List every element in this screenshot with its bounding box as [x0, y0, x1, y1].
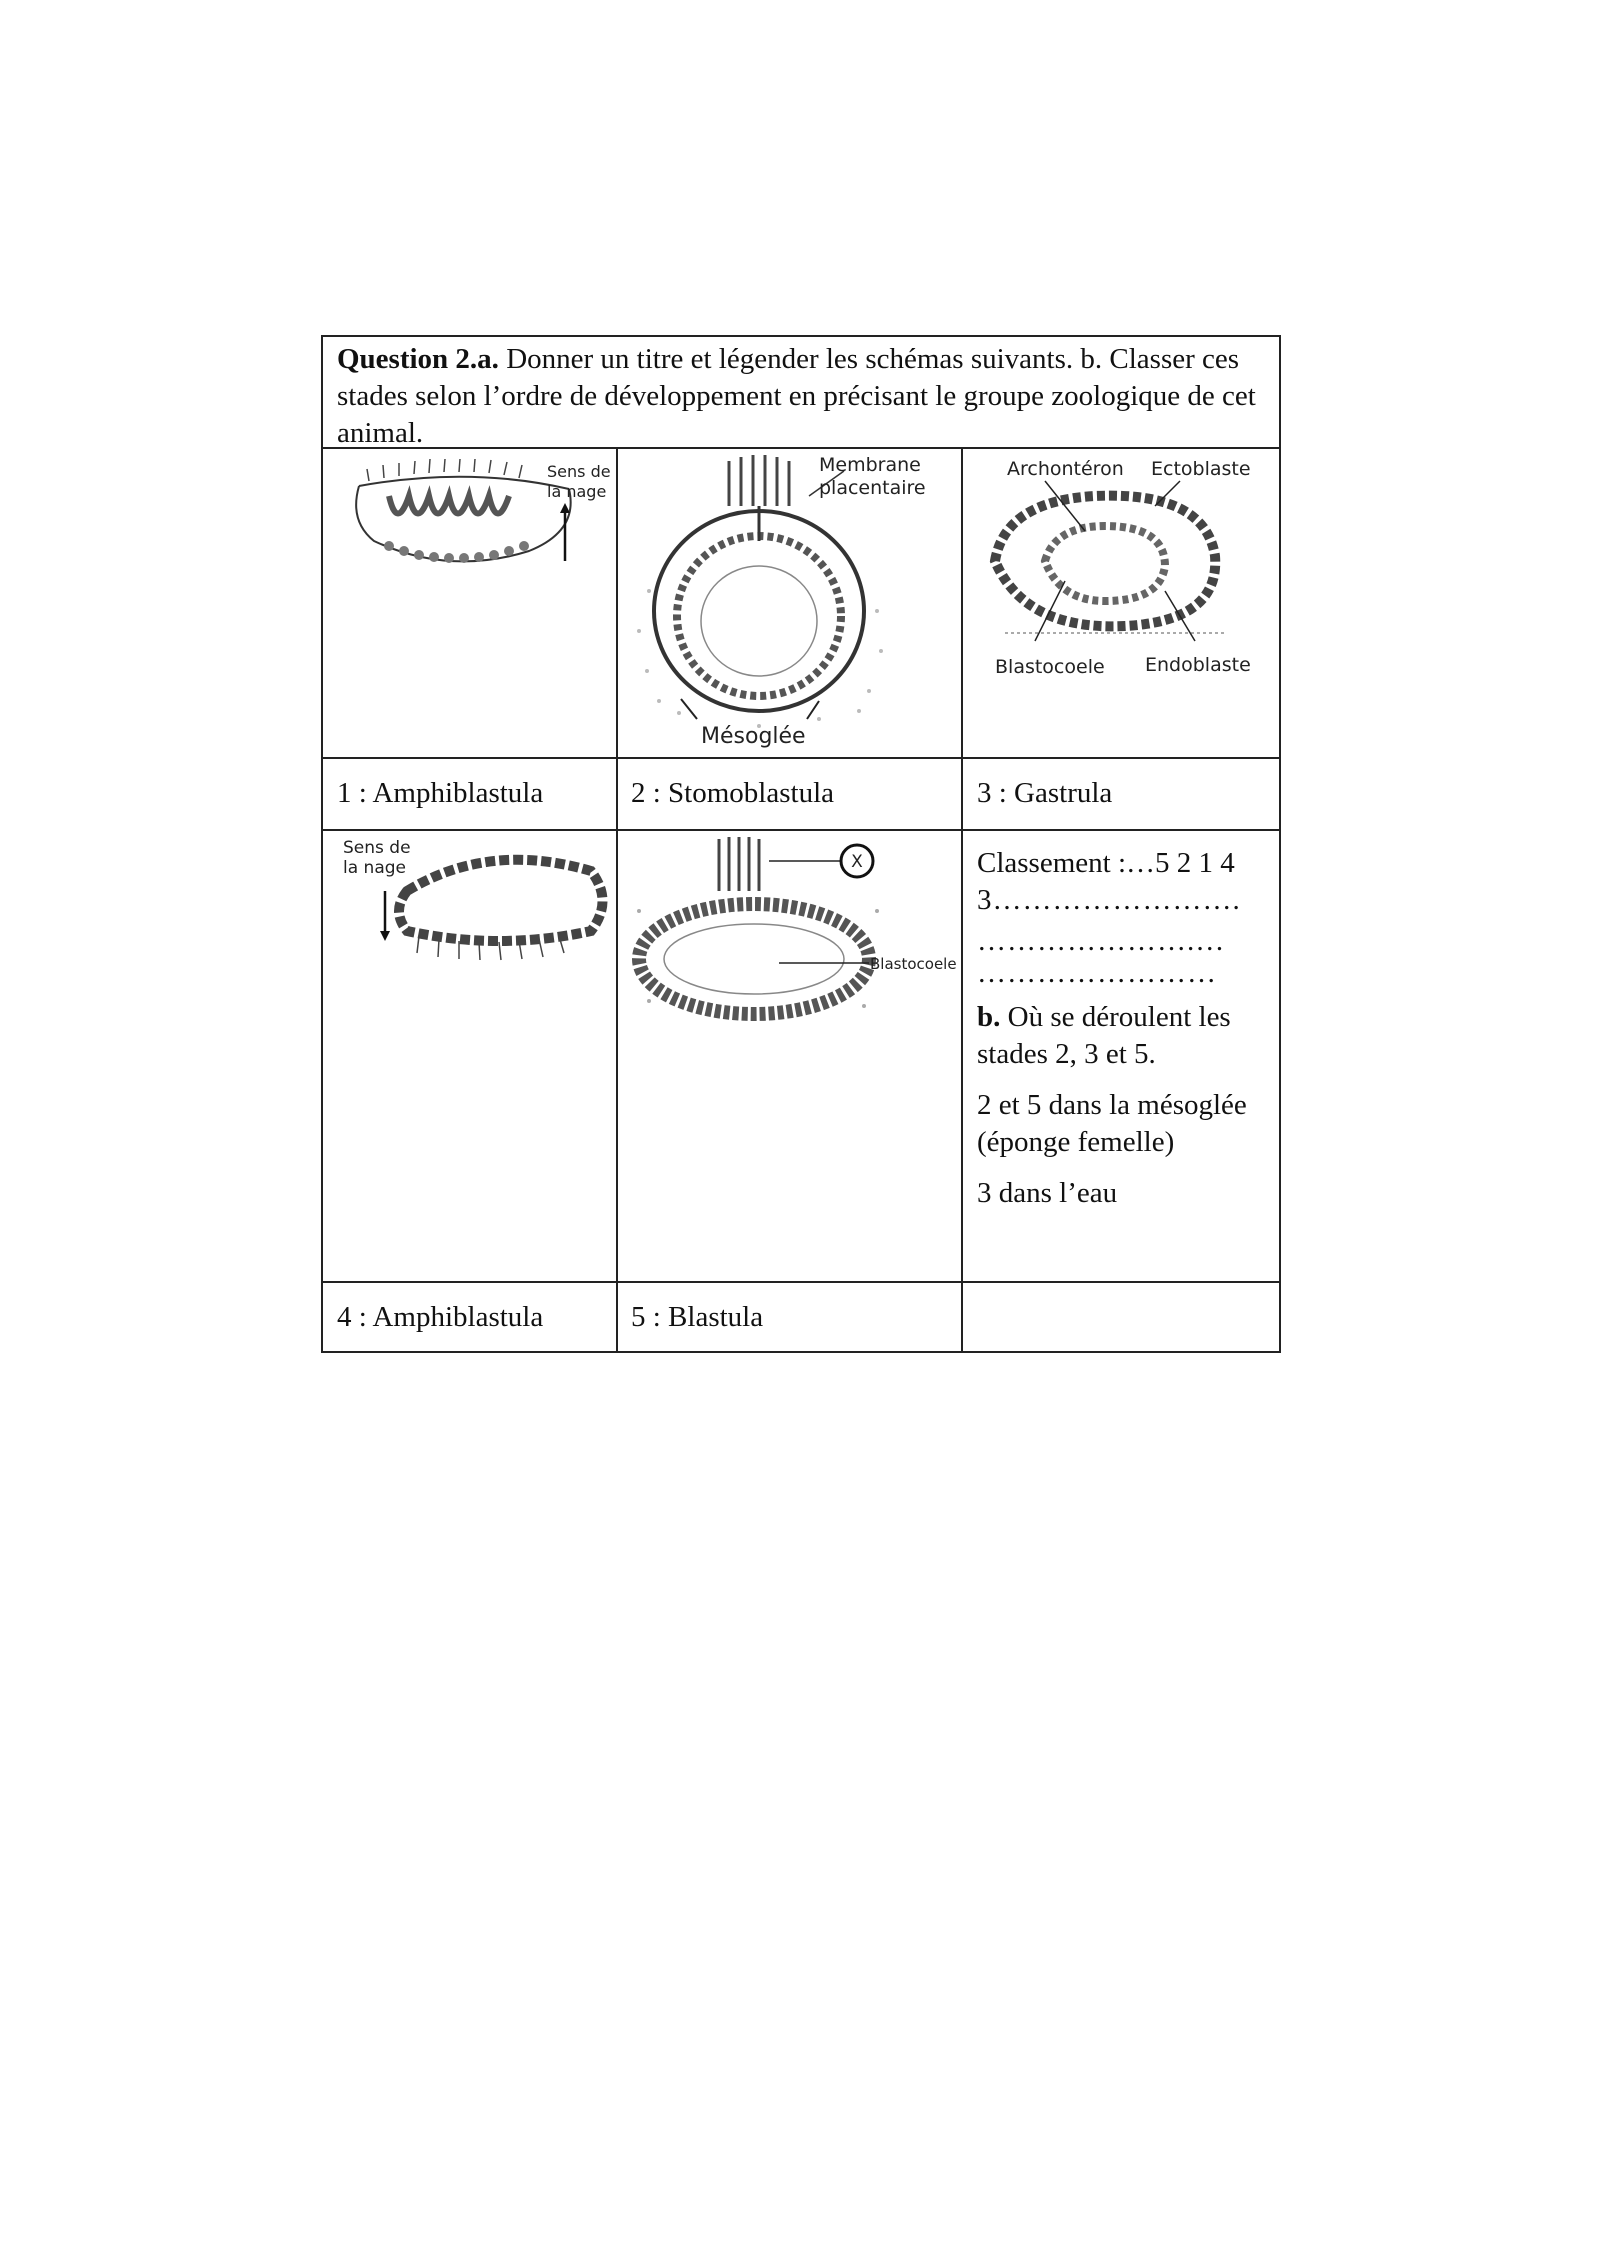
fig1-label-sens: Sens de: [547, 462, 611, 481]
fig5-label-x: X: [851, 852, 863, 872]
caption-4: 4 : Amphiblastula: [337, 1301, 544, 1333]
fig5-label-blastocoele: Blastocoele: [870, 955, 957, 973]
classement-line: Classement :…5 2 1 4: [977, 847, 1235, 879]
column-divider-1: [616, 449, 618, 1353]
question-number: Question 2.a.: [337, 343, 499, 375]
fig4-label-sens: Sens de: [343, 838, 411, 858]
question-header: [323, 337, 1279, 449]
fig3-label-blastocoele: Blastocoele: [995, 656, 1105, 678]
caption-3: 3 : Gastrula: [977, 777, 1113, 809]
question-text: Donner un titre et légender les schémas suivants. b. Classer ces stades selon l’ordre de développement en précisant le groupe zoologique de cet animal.: [337, 343, 1256, 449]
figure-gastrula-3: [965, 451, 1280, 691]
figure-blastula-5: [619, 831, 959, 1031]
caption-2: 2 : Stomoblastula: [631, 777, 834, 809]
caption-1: 1 : Amphiblastula: [337, 777, 544, 809]
answer-b2: 3 dans l’eau: [977, 1177, 1118, 1209]
blank-dots-line-1: ………………….…: [977, 925, 1226, 957]
answer-b1: 2 et 5 dans la mésoglée (éponge femelle): [977, 1089, 1247, 1158]
fig4-label-nage: la nage: [343, 858, 406, 878]
caption-5: 5 : Blastula: [631, 1301, 764, 1333]
row-divider-1: [323, 757, 1279, 759]
fig3-label-endoblaste: Endoblaste: [1145, 654, 1251, 676]
question-b-label: b.: [977, 1001, 1001, 1033]
fig2-label-membrane: Membrane: [819, 454, 921, 476]
row-divider-3: [323, 1281, 1279, 1283]
figure-amphiblastula-4: [329, 831, 614, 981]
answers-block: [977, 845, 1277, 1212]
blank-dots-line-2: ……………………: [977, 957, 1217, 989]
figure-amphiblastula-1: [329, 451, 614, 581]
fig2-label-placentaire: placentaire: [819, 477, 926, 499]
fig1-label-nage: la nage: [547, 482, 607, 501]
figure-stomoblastula-2: [619, 451, 959, 757]
fig3-label-archonteron: Archontéron: [1007, 458, 1124, 480]
column-divider-2: [961, 449, 963, 1353]
fig2-label-mesoglee: Mésoglée: [701, 724, 806, 749]
exam-table: [321, 335, 1281, 1353]
question-b-text: Où se déroulent les stades 2, 3 et 5.: [977, 1001, 1231, 1070]
question-b: [977, 999, 1277, 1073]
classement-continuation: 3…………………….: [977, 884, 1241, 916]
fig3-label-ectoblaste: Ectoblaste: [1151, 458, 1251, 480]
